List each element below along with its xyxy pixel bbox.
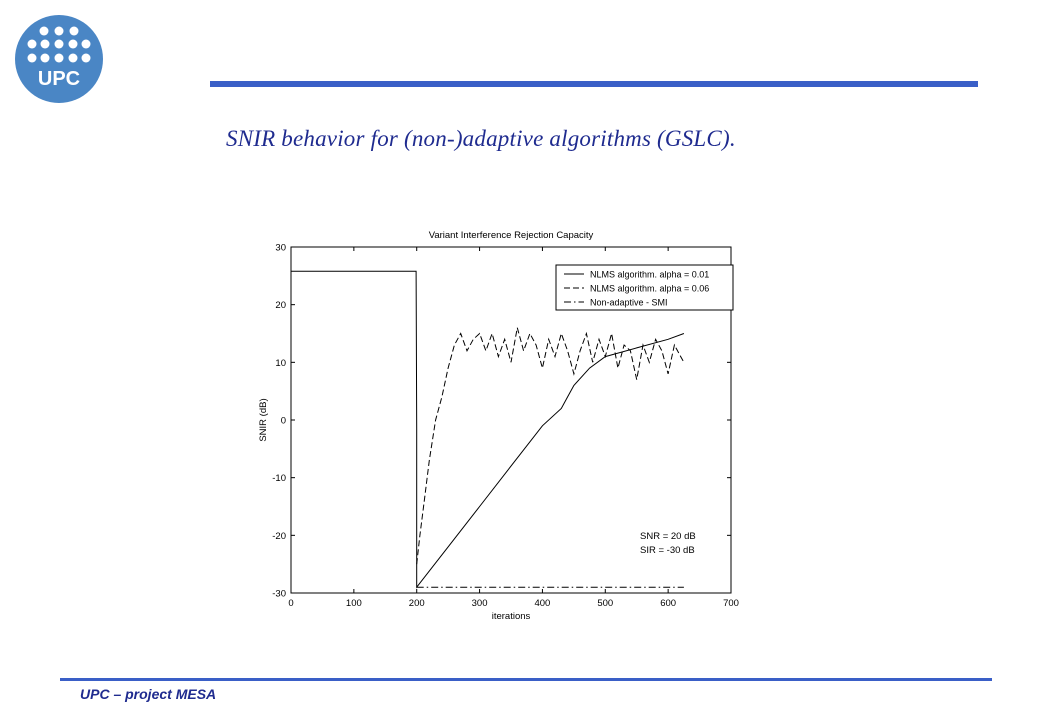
legend xyxy=(556,265,733,310)
slide-title: SNIR behavior for (non-)adaptive algorithms (GSLC). xyxy=(226,126,736,151)
x-axis-label: iterations xyxy=(491,611,531,622)
y-tick-label: 20 xyxy=(275,300,286,312)
y-tick-label: 0 xyxy=(280,415,286,427)
logo-text: UPC xyxy=(37,68,81,90)
x-tick-label: 400 xyxy=(534,598,551,609)
x-tick-label: 200 xyxy=(408,598,425,609)
y-tick-label: 10 xyxy=(275,357,286,369)
x-tick-label: 0 xyxy=(288,598,294,609)
y-tick-label: 30 xyxy=(275,242,286,254)
x-tick-label: 100 xyxy=(345,598,362,609)
footer-text: UPC – project MESA xyxy=(80,686,217,702)
annotation-snr: SNR = 20 dB xyxy=(640,531,696,542)
x-tick-label: 300 xyxy=(471,598,488,609)
top-rule xyxy=(210,81,978,87)
x-tick-label: 700 xyxy=(723,598,739,609)
bottom-rule xyxy=(60,678,992,681)
y-axis-label: SNIR (dB) xyxy=(258,398,269,442)
legend-label: NLMS algorithm. alpha = 0.01 xyxy=(590,269,710,280)
annotation-sir: SIR = -30 dB xyxy=(640,545,695,556)
y-tick-label: -20 xyxy=(272,530,286,542)
chart-title: Variant Interference Rejection Capacity xyxy=(428,230,594,241)
legend-label: NLMS algorithm. alpha = 0.06 xyxy=(590,283,710,294)
snir-chart xyxy=(240,222,760,627)
upc-logo xyxy=(14,14,104,104)
y-tick-label: -10 xyxy=(272,473,286,485)
y-tick-label: -30 xyxy=(272,588,286,600)
x-tick-label: 500 xyxy=(597,598,614,609)
legend-label: Non-adaptive - SMI xyxy=(590,297,668,308)
x-tick-label: 600 xyxy=(660,598,677,609)
